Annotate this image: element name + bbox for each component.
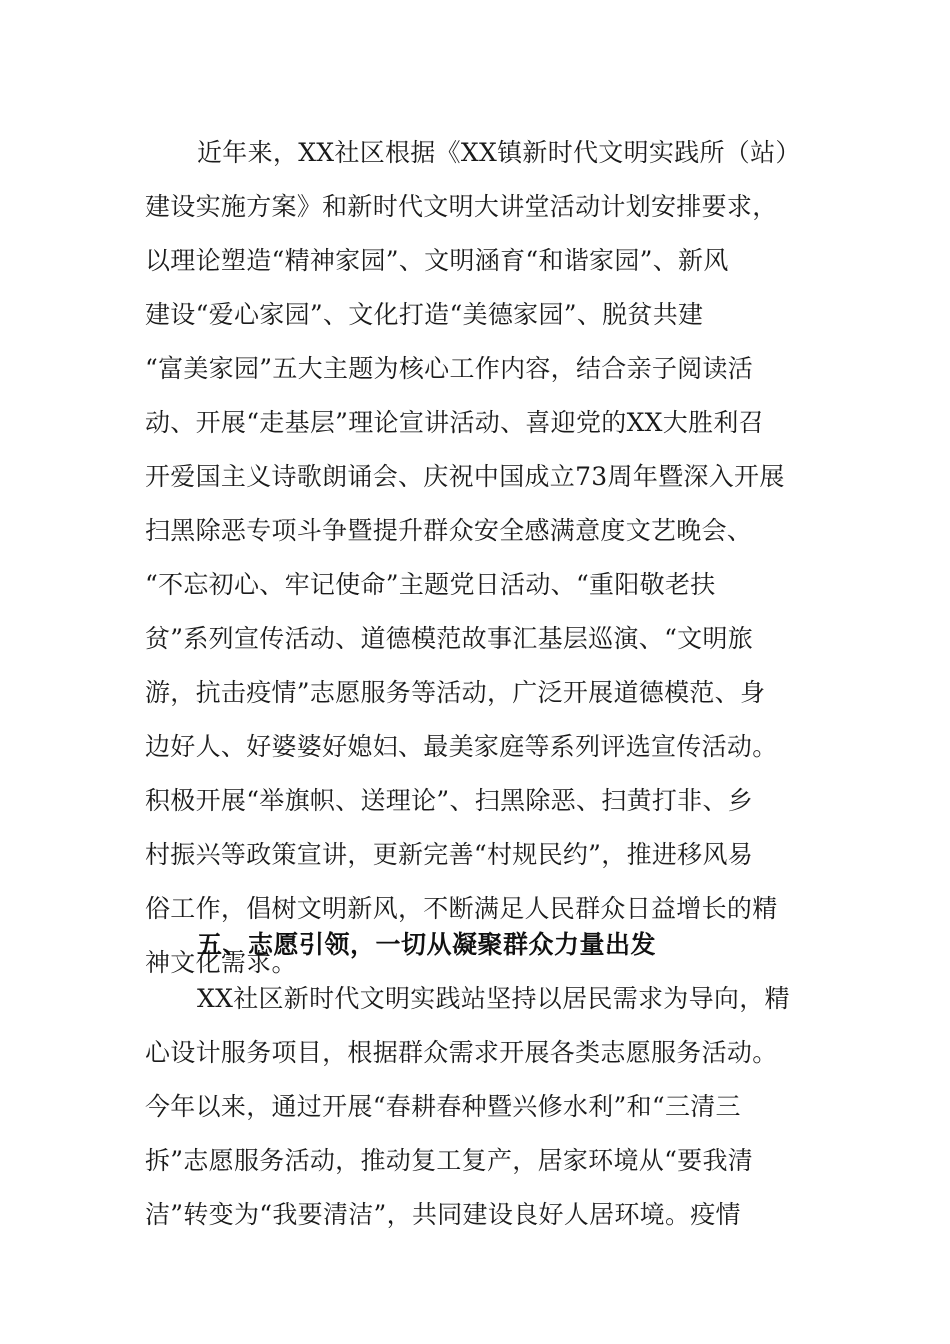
section-heading: 五、志愿引领，一切从凝聚群众力量出发 [197, 930, 657, 959]
paragraph-line: 开爱国主义诗歌朗诵会、庆祝中国成立73周年暨深入开展 [145, 462, 785, 491]
paragraph-line: 动、开展“走基层”理论宣讲活动、喜迎党的XX大胜利召 [145, 408, 764, 437]
paragraph-line: 今年以来，通过开展“春耕春种暨兴修水利”和“三清三 [145, 1092, 741, 1121]
paragraph-line: 俗工作，倡树文明新风，不断满足人民群众日益增长的精 [145, 894, 778, 923]
paragraph-line: 以理论塑造“精神家园”、文明涵育“和谐家园”、新风 [145, 246, 729, 275]
paragraph-line: 积极开展“举旗帜、送理论”、扫黑除恶、扫黄打非、乡 [145, 786, 754, 815]
paragraph-line: 村振兴等政策宣讲，更新完善“村规民约”，推进移风易 [145, 840, 754, 869]
paragraph-line: 近年来，XX社区根据《XX镇新时代文明实践所（站） [197, 138, 801, 167]
paragraph-line: 游，抗击疫情”志愿服务等活动，广泛开展道德模范、身 [145, 678, 766, 707]
paragraph-line: 建设“爱心家园”、文化打造“美德家园”、脱贫共建 [145, 300, 704, 329]
paragraph-line: 扫黑除恶专项斗争暨提升群众安全感满意度文艺晚会、 [145, 516, 753, 545]
paragraph-line: “富美家园”五大主题为核心工作内容，结合亲子阅读活 [145, 354, 754, 383]
paragraph-line: XX社区新时代文明实践站坚持以居民需求为导向，精 [197, 984, 790, 1013]
paragraph-line: 心设计服务项目，根据群众需求开展各类志愿服务活动。 [145, 1038, 778, 1067]
paragraph-line: 贫”系列宣传活动、道德模范故事汇基层巡演、“文明旅 [145, 624, 754, 653]
paragraph-line: “不忘初心、牢记使命”主题党日活动、“重阳敬老扶 [145, 570, 716, 599]
paragraph-line: 洁”转变为“我要清洁”，共同建设良好人居环境。疫情 [145, 1200, 741, 1229]
paragraph-line: 建设实施方案》和新时代文明大讲堂活动计划安排要求， [145, 192, 778, 221]
paragraph-line: 神文化需求。 [145, 948, 297, 977]
paragraph-line: 拆”志愿服务活动，推动复工复产，居家环境从“要我清 [145, 1146, 754, 1175]
paragraph-line: 边好人、好婆婆好媳妇、最美家庭等系列评选宣传活动。 [145, 732, 778, 761]
